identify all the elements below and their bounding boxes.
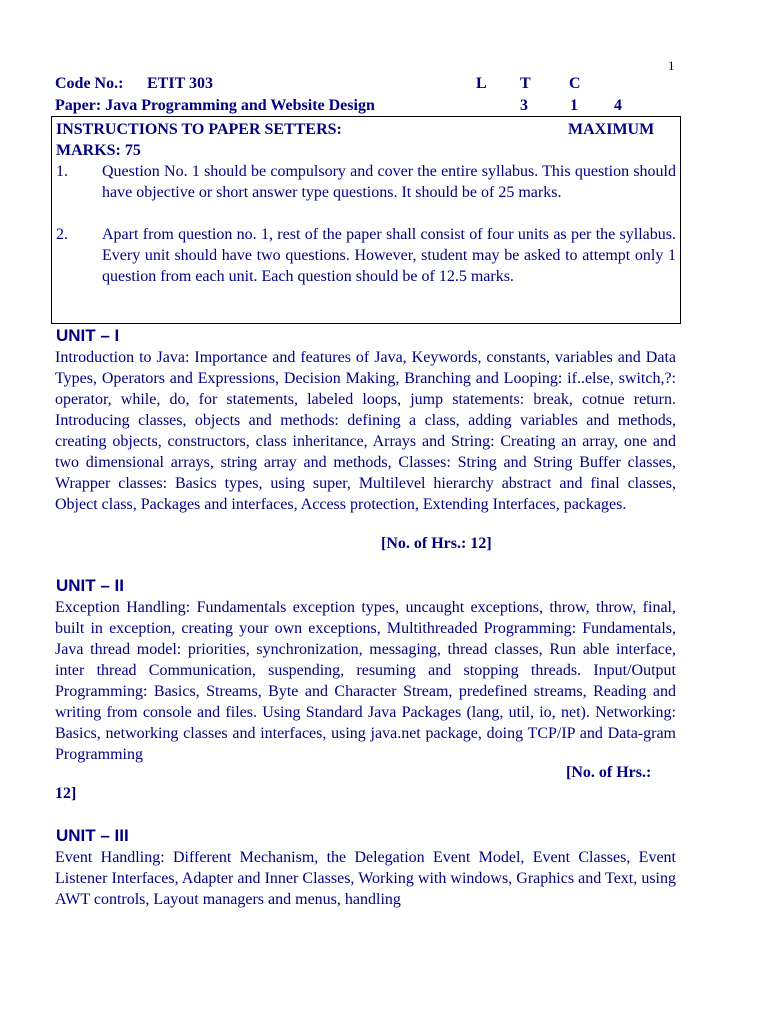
ltc-l-label: L [476, 75, 487, 92]
unit-2-syllabus: Exception Handling: Fundamentals exception types, uncaught exceptions, throw, throw, final, built in exception, creating your own exceptions, Multithreaded Programming: Fundamentals, Java thread model: priorities, synchronization, messaging, thread classes, Run able interface, inter thread Communication, suspending, resuming and stopping threads. Input/Output Programming: Basics, Streams, Byte and Character Stream, predefined streams, Reading and writing from console and files. Using Standard Java Packages (lang, util, io, net). Networking: Basics, networking classes and interfaces, using java.net package, doing TCP/IP and Data-gram Programming [55, 599, 676, 763]
instructions-box [51, 116, 681, 324]
unit-1-syllabus: Introduction to Java: Importance and features of Java, Keywords, constants, variables and Data Types, Operators and Expressions, Decision Making, Branching and Looping: if..else, switch,?: operator, while, do, for statements, labeled loops, jump statements: break, cotnue return. Introducing classes, objects and methods: defining a class, adding variables and methods, creating objects, constructors, class inheritance, Arrays and String: Creating an array, one and two dimensional arrays, string array and methods, Classes: String and String Buffer classes, Wrapper classes: Basics types, using super, Multilevel hierarchy abstract and final classes, Object class, Packages and interfaces, Access protection, Extending Interfaces, packages. [55, 349, 676, 513]
maximum-label: MAXIMUM [568, 121, 655, 138]
unit-3-syllabus: Event Handling: Different Mechanism, the Delegation Event Model, Event Classes, Event Listener Interfaces, Adapter and Inner Classes, Working with windows, Graphics and Text, using AWT controls, Layout managers and menus, handling [55, 849, 676, 908]
maximum-marks: MARKS: 75 [56, 142, 141, 159]
code-value: ETIT 303 [147, 75, 213, 92]
paper-title: Paper: Java Programming and Website Design [55, 97, 375, 114]
unit-2-heading: UNIT – II [56, 576, 125, 595]
ltc-t-value: 1 [570, 97, 578, 114]
unit-1-heading: UNIT – I [56, 326, 120, 345]
instruction-number: 2. [56, 226, 68, 243]
instructions-title [56, 119, 672, 140]
code-label: Code No.: [55, 75, 124, 92]
ltc-l-value: 3 [520, 97, 528, 114]
unit-3-heading: UNIT – III [56, 826, 129, 845]
unit-1-hours: [No. of Hrs.: 12] [381, 535, 492, 552]
instruction-number: 1. [56, 163, 68, 180]
ltc-c-label: C [569, 75, 581, 92]
unit-2-hours-cont: 12] [55, 785, 77, 802]
instruction-text: Question No. 1 should be compulsory and cover the entire syllabus. This question should have objective or short answer type questions. It should be of 25 marks. [102, 163, 676, 201]
page-number: 1 [668, 58, 675, 73]
ltc-t-label: T [520, 75, 531, 92]
course-code-row [55, 75, 705, 95]
paper-title-row [55, 97, 705, 117]
instructions-heading: INSTRUCTIONS TO PAPER SETTERS: [56, 121, 342, 138]
ltc-c-value: 4 [614, 97, 622, 114]
instruction-text: Apart from question no. 1, rest of the paper shall consist of four units as per the syllabus. Every unit should have two questions. However, student may be asked to attempt only 1 question from each unit. Each question should be of 12.5 marks. [102, 226, 676, 285]
unit-2-hours: [No. of Hrs.: [566, 764, 652, 781]
